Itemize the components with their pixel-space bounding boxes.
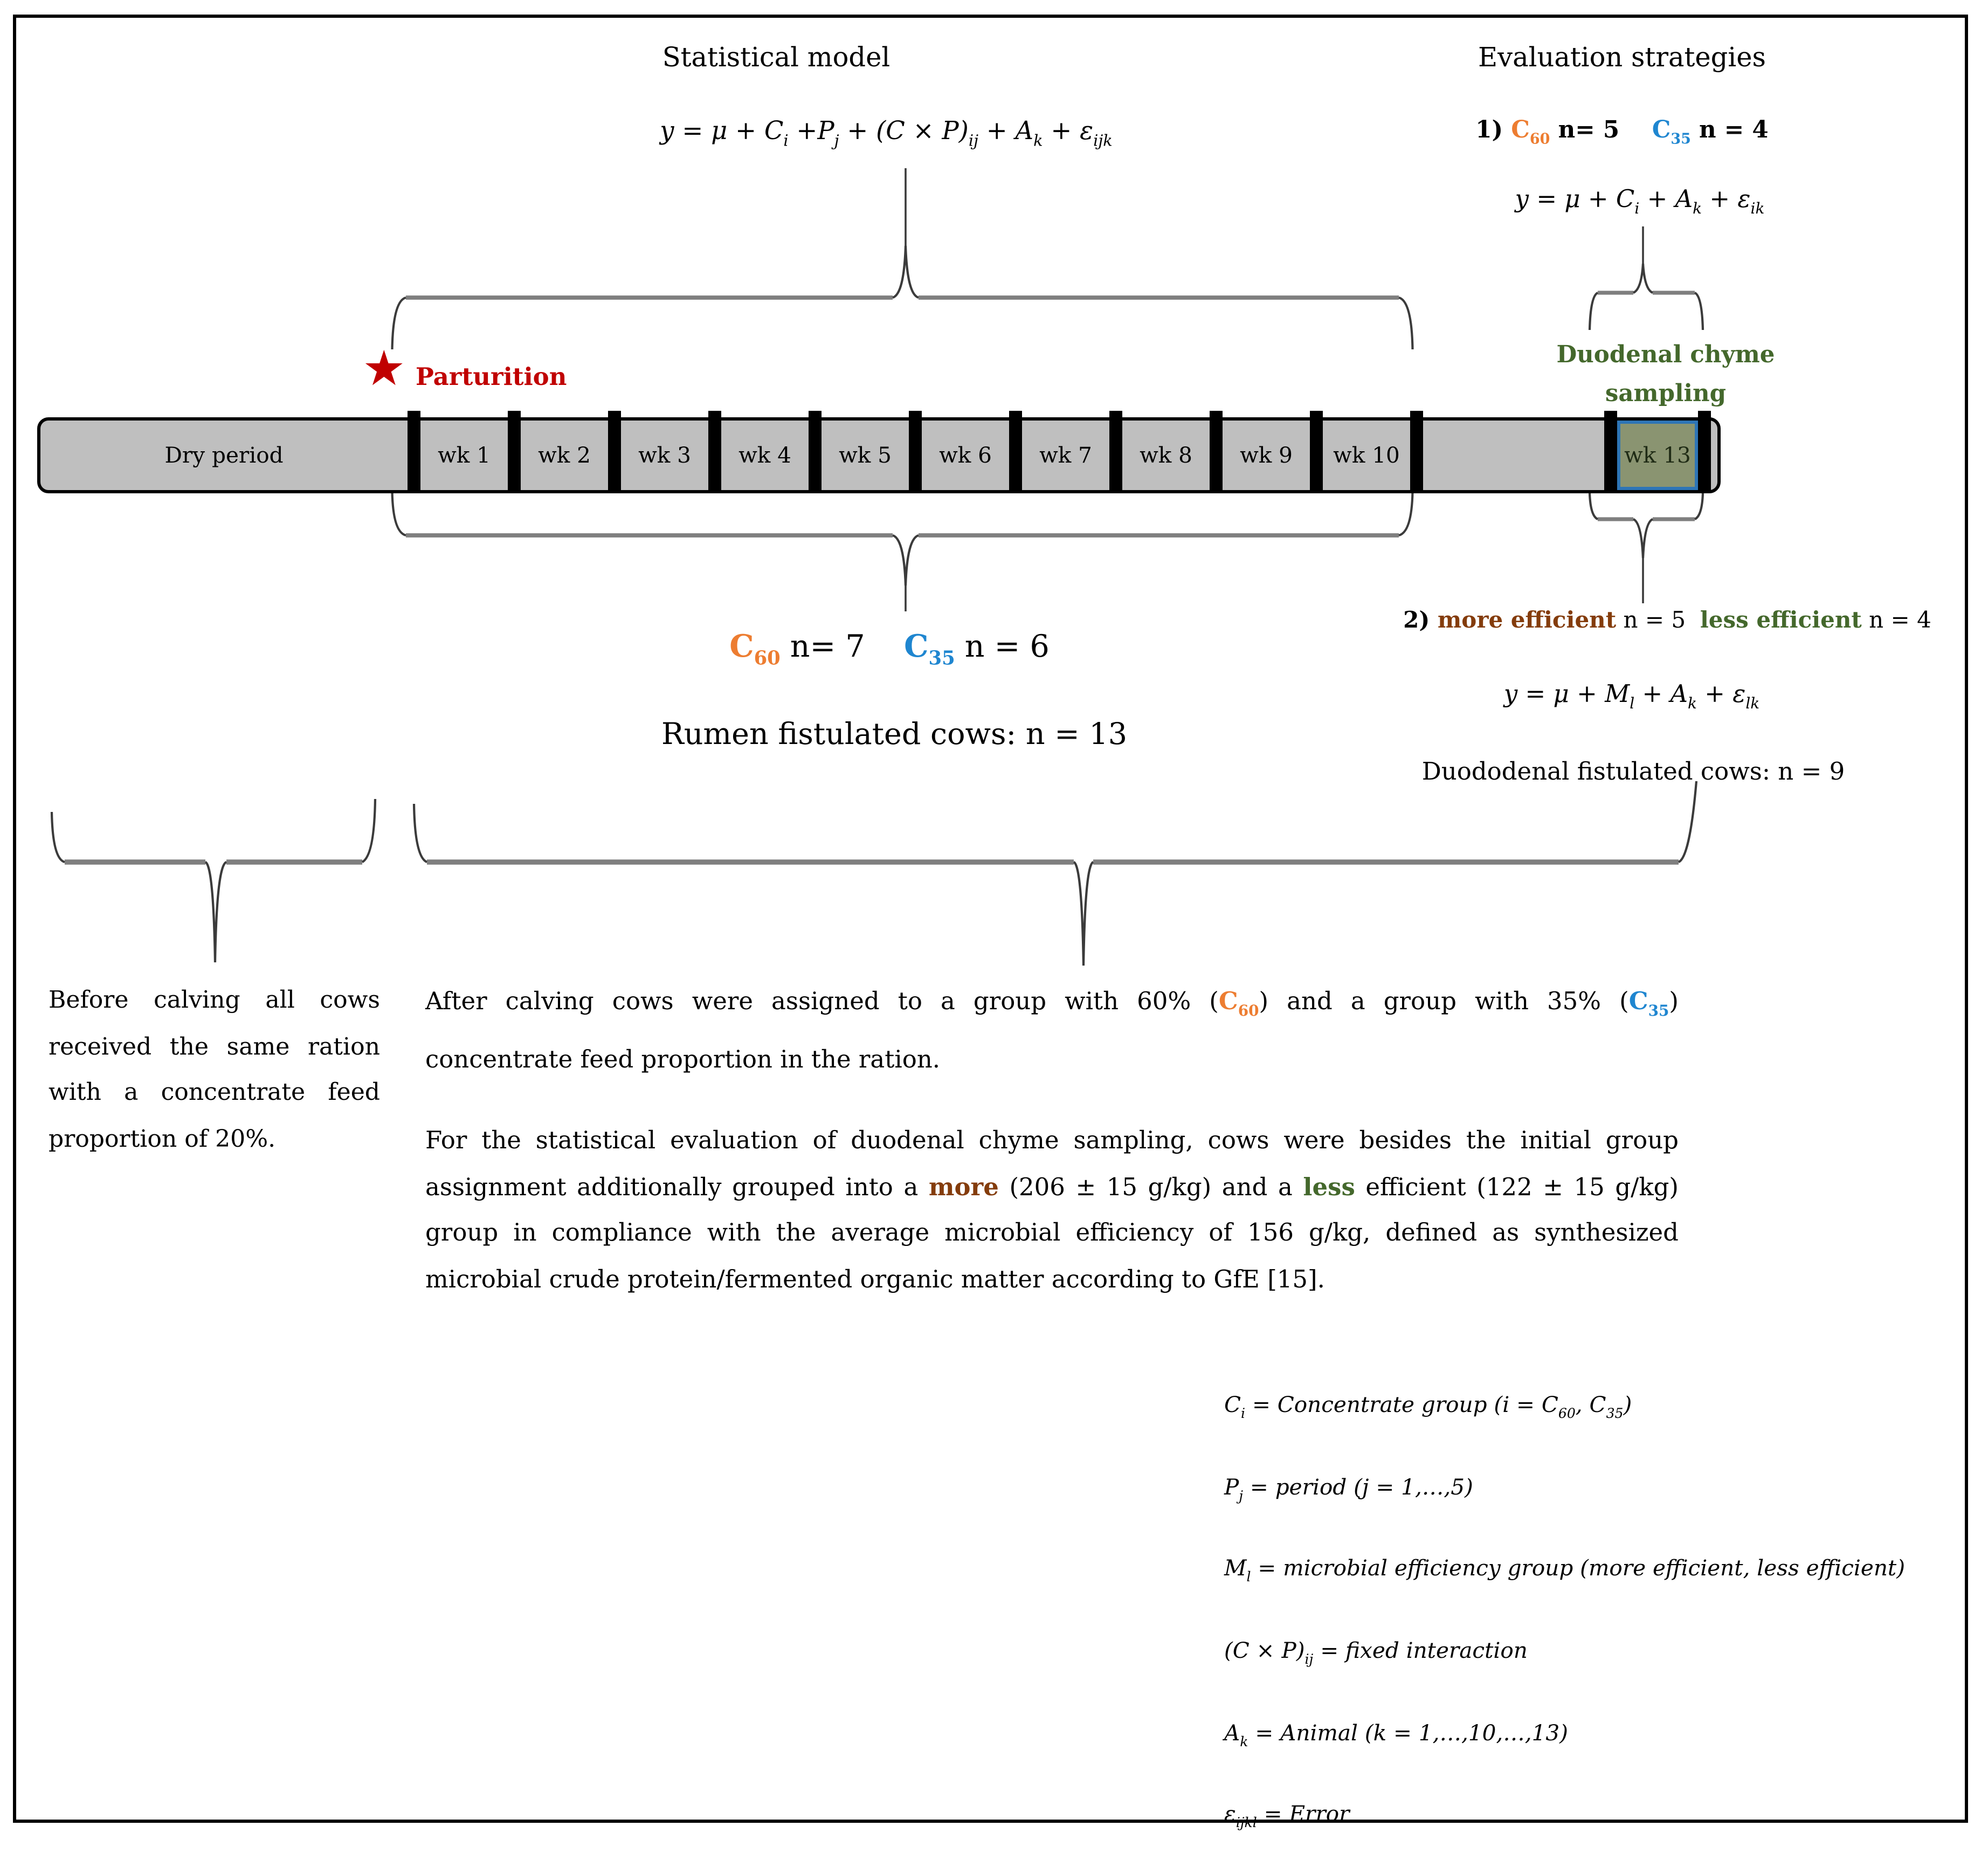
timeline-divider — [1210, 411, 1223, 492]
timeline-divider — [909, 411, 922, 492]
timeline-divider — [1009, 411, 1022, 492]
stat-seg: assignment additionally grouped into a — [425, 1172, 929, 1201]
timeline-divider — [608, 411, 621, 492]
more-label: more — [928, 1172, 999, 1201]
c35-token: $C_{35}$ — [1628, 987, 1669, 1021]
duodenal-sampling-line1: Duodenal chyme — [1556, 341, 1775, 369]
definition-pj: $P_j$ = period (j = 1,…,5) — [1224, 1475, 1473, 1504]
timeline-cell-wk4: wk 4 — [738, 442, 791, 469]
after-calving-line2: concentrate feed proportion in the ration. — [425, 1044, 941, 1073]
timeline-divider — [508, 411, 521, 492]
stat-eval-line3: group in compliance with the average microbial efficiency of 156 g/kg, defined as synthesized — [425, 1218, 1679, 1247]
c60-n7: n= 7 — [780, 629, 905, 665]
timeline-divider — [708, 411, 721, 492]
timeline-cell-wk2: wk 2 — [538, 442, 591, 469]
timeline-cell-wk1: wk 1 — [438, 442, 491, 469]
paragraph-gap — [425, 1082, 1679, 1118]
rumen-fistulated-line: Rumen fistulated cows: n = 13 — [661, 718, 1128, 752]
timeline-cell-wk7: wk 7 — [1039, 442, 1092, 469]
before-calving-note — [49, 979, 380, 1163]
timeline-cell-unlabeled — [1423, 421, 1604, 490]
c35-n6: n = 6 — [955, 629, 1050, 665]
timeline-divider — [408, 411, 420, 492]
strategy-1-line — [1379, 116, 1865, 149]
group-sizes-line — [647, 629, 1132, 669]
timeline-cell-wk6: wk 6 — [939, 442, 992, 469]
timeline-divider — [1310, 411, 1323, 492]
note-line: with a concentrate feed — [49, 1079, 380, 1106]
more-efficient-label: more efficient — [1437, 608, 1617, 634]
full-model-formula: $y = \mu + C_i +P_j + (C \times P)_{ij} + A_k + \varepsilon_{ijk}$ — [660, 116, 1113, 151]
after-seg: ) — [1669, 987, 1679, 1016]
timeline-cell-wk9: wk 9 — [1240, 442, 1293, 469]
strategy-2-model-formula: $y = \mu + M_l + A_k + \varepsilon_{lk}$ — [1503, 679, 1760, 713]
definition-ak: $A_k$ = Animal (k = 1,…,10,…,13) — [1224, 1720, 1569, 1749]
timeline-divider — [1410, 411, 1423, 492]
timeline-cell-wk8: wk 8 — [1140, 442, 1192, 469]
duodenal-sampling-label — [1504, 336, 1827, 414]
timeline-cell-wk5: wk 5 — [839, 442, 892, 469]
after-calving-line1 — [425, 979, 1679, 1036]
stat-eval-line4: microbial crude protein/fermented organic matter according to GfE [15]. — [425, 1264, 1325, 1293]
definition-ml: $M_l$ = microbial efficiency group (more efficient, less efficient) — [1224, 1556, 1906, 1586]
strategy-1-c35-n: n = 4 — [1690, 116, 1769, 144]
model-definitions — [1224, 1368, 1984, 1860]
after-calving-note — [425, 979, 1679, 1302]
definition-ci: $C_i$ = Concentrate group ($i = C_{60}$, $C_{35}$) — [1224, 1393, 1632, 1422]
timeline-divider — [1604, 411, 1617, 492]
definition-error: $\varepsilon_{ijkl}$ = Error — [1224, 1802, 1350, 1831]
note-line: Before calving all cows — [49, 987, 380, 1014]
timeline-cell-dry-period: Dry period — [164, 442, 284, 469]
stat-eval-line2 — [425, 1164, 1679, 1210]
strategy-2-more-n: n = 5 — [1616, 608, 1700, 634]
evaluation-strategies-title: Evaluation strategies — [1478, 42, 1766, 73]
definition-cxp: $(C \times P)_{ij}$ = fixed interaction — [1224, 1638, 1528, 1668]
duodenal-sampling-line2: sampling — [1605, 380, 1727, 408]
after-seg: ) and a group with 35% ( — [1259, 987, 1629, 1016]
after-seg: After calving cows were assigned to a group with 60% ( — [425, 987, 1219, 1016]
note-line: proportion of 20%. — [49, 1125, 276, 1153]
strategy-1-model-formula: $y = \mu + C_i + A_k + \varepsilon_{ik}$ — [1515, 184, 1765, 218]
less-label: less — [1303, 1172, 1355, 1201]
c60-token: $C_{60}$ — [1511, 116, 1550, 149]
timeline-divider — [809, 411, 822, 492]
timeline-cell-wk10: wk 10 — [1333, 442, 1400, 469]
timeline-divider — [1698, 411, 1711, 492]
statistical-model-title: Statistical model — [662, 42, 891, 73]
timeline-bar — [37, 417, 1721, 493]
c60-token: $C_{60}$ — [729, 629, 781, 670]
timeline-cell-wk13: wk 13 — [1617, 421, 1698, 490]
strategy-2-prefix: 2) — [1403, 608, 1438, 634]
strategy-1-c60-n: n= 5 — [1550, 116, 1652, 144]
stat-eval-line1: For the statistical evaluation of duodenal chyme sampling, cows were besides the initial group — [425, 1126, 1679, 1155]
strategy-2-less-n: n = 4 — [1861, 608, 1931, 634]
less-efficient-label: less efficient — [1700, 608, 1862, 634]
strategy-2-line — [1383, 608, 1952, 634]
c60-token: $C_{60}$ — [1218, 987, 1259, 1021]
stat-seg: efficient (122 ± 15 g/kg) — [1355, 1172, 1679, 1201]
parturition-label: Parturition — [416, 362, 567, 391]
note-line: received the same ration — [49, 1032, 380, 1060]
timeline-divider — [1109, 411, 1122, 492]
stat-seg: (206 ± 15 g/kg) and a — [998, 1172, 1303, 1201]
timeline-end-stub — [1711, 421, 1717, 490]
c35-token: $C_{35}$ — [1652, 116, 1691, 149]
parturition-star-icon: ★ — [362, 341, 406, 398]
duodenal-fistulated-line: Duododenal fistulated cows: n = 9 — [1421, 757, 1845, 786]
c35-token: $C_{35}$ — [904, 629, 955, 670]
strategy-1-prefix: 1) — [1475, 116, 1511, 144]
timeline-cell-wk3: wk 3 — [638, 442, 691, 469]
